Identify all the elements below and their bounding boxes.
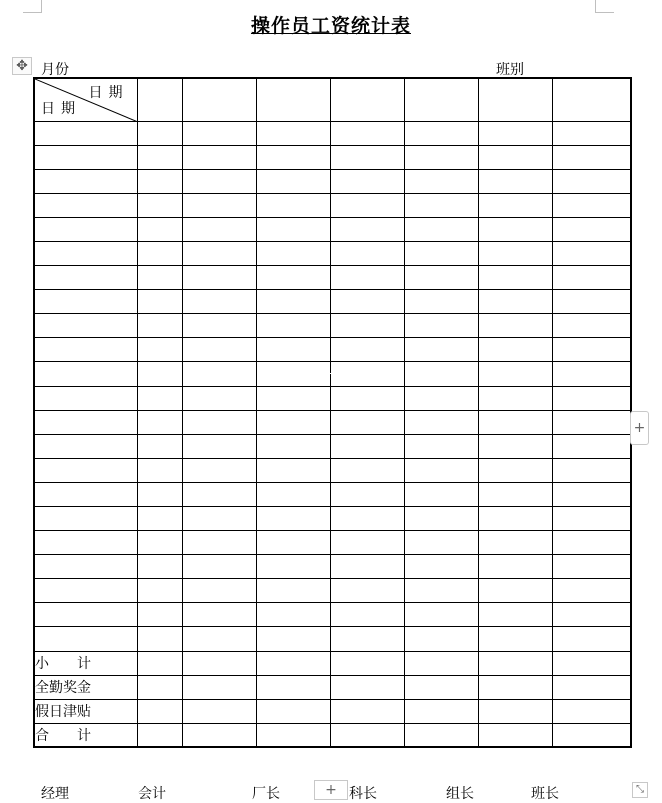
table-cell[interactable] <box>256 386 330 410</box>
table-cell[interactable] <box>552 410 631 434</box>
row-label-cell[interactable]: 全勤奖金 <box>34 675 137 699</box>
table-cell[interactable] <box>256 434 330 458</box>
table-row <box>34 217 631 241</box>
table-cell[interactable] <box>137 699 182 723</box>
table-cell[interactable] <box>34 555 137 579</box>
table-row <box>34 290 631 314</box>
table-cell[interactable] <box>34 386 137 410</box>
table-row <box>34 314 631 338</box>
table-cell[interactable] <box>330 458 404 482</box>
table-cell[interactable] <box>256 266 330 290</box>
table-cell[interactable] <box>404 482 478 506</box>
table-cell[interactable] <box>34 241 137 265</box>
table-cell[interactable] <box>404 627 478 651</box>
table-cell[interactable] <box>256 627 330 651</box>
table-row <box>34 410 631 434</box>
table-cell[interactable] <box>478 362 552 386</box>
table-row <box>34 241 631 265</box>
table-cell[interactable] <box>330 169 404 193</box>
table-cell[interactable] <box>182 627 256 651</box>
table-cell[interactable] <box>256 458 330 482</box>
table-cell[interactable] <box>552 78 631 121</box>
table-cell[interactable] <box>404 169 478 193</box>
table-cell[interactable] <box>137 579 182 603</box>
table-cell[interactable] <box>182 314 256 338</box>
table-cell[interactable] <box>478 169 552 193</box>
table-cell[interactable] <box>256 217 330 241</box>
table-cell[interactable] <box>34 338 137 362</box>
row-label-cell[interactable]: 小 计 <box>34 651 137 675</box>
table-cell[interactable] <box>34 458 137 482</box>
table-cell[interactable] <box>404 555 478 579</box>
table-cell[interactable] <box>34 482 137 506</box>
table-cell[interactable] <box>182 217 256 241</box>
table-cell[interactable] <box>478 338 552 362</box>
table-cell[interactable] <box>256 651 330 675</box>
table-cell[interactable] <box>137 314 182 338</box>
table-cell[interactable] <box>34 579 137 603</box>
table-cell[interactable] <box>137 482 182 506</box>
table-cell[interactable] <box>404 531 478 555</box>
table-row <box>34 193 631 217</box>
table-cell[interactable] <box>256 555 330 579</box>
table-cell[interactable] <box>552 386 631 410</box>
table-cell[interactable] <box>478 434 552 458</box>
table-cell[interactable] <box>552 169 631 193</box>
table-cell[interactable] <box>182 290 256 314</box>
signature-accountant: 会计 <box>138 786 166 802</box>
table-cell[interactable] <box>34 169 137 193</box>
move-icon: ✥ <box>16 58 28 74</box>
table-cell[interactable] <box>404 603 478 627</box>
table-cell[interactable] <box>34 531 137 555</box>
table-cell[interactable] <box>404 290 478 314</box>
table-cell[interactable] <box>256 675 330 699</box>
table-cell[interactable] <box>137 217 182 241</box>
table-cell[interactable] <box>182 362 256 386</box>
table-cell[interactable] <box>404 723 478 747</box>
table-cell[interactable] <box>552 482 631 506</box>
table-cell[interactable] <box>330 314 404 338</box>
table-cell[interactable] <box>404 78 478 121</box>
summary-row <box>34 699 631 723</box>
table-cell[interactable] <box>137 555 182 579</box>
shift-label: 班别 <box>496 62 524 78</box>
table-cell[interactable] <box>256 290 330 314</box>
table-cell[interactable] <box>256 579 330 603</box>
table-cell[interactable] <box>256 482 330 506</box>
table-cell[interactable] <box>137 410 182 434</box>
table-cell[interactable] <box>552 193 631 217</box>
table-cell[interactable] <box>137 290 182 314</box>
table-cell[interactable] <box>182 579 256 603</box>
table-cell[interactable] <box>137 531 182 555</box>
table-cell[interactable] <box>330 699 404 723</box>
table-cell[interactable] <box>552 651 631 675</box>
table-cell[interactable] <box>34 507 137 531</box>
table-cell[interactable] <box>137 434 182 458</box>
table-cell[interactable] <box>552 434 631 458</box>
table-cell[interactable] <box>182 603 256 627</box>
add-column-button[interactable] <box>630 411 649 445</box>
table-cell[interactable] <box>478 290 552 314</box>
table-cell[interactable] <box>404 507 478 531</box>
table-cell[interactable] <box>182 482 256 506</box>
table-cell[interactable] <box>478 699 552 723</box>
table-cell[interactable] <box>182 531 256 555</box>
resize-icon: ⤡ <box>636 784 644 795</box>
table-cell[interactable] <box>404 314 478 338</box>
table-cell[interactable] <box>34 362 137 386</box>
table-cell[interactable] <box>330 651 404 675</box>
table-cell[interactable] <box>256 723 330 747</box>
table-cell[interactable] <box>256 78 330 121</box>
table-cell[interactable] <box>137 193 182 217</box>
table-cell[interactable] <box>330 603 404 627</box>
table-cell[interactable] <box>478 266 552 290</box>
table-header-row <box>34 78 631 121</box>
table-cell[interactable] <box>182 121 256 145</box>
table-cell[interactable] <box>552 217 631 241</box>
table-cell[interactable] <box>256 338 330 362</box>
table-cell[interactable] <box>182 338 256 362</box>
table-cell[interactable] <box>404 458 478 482</box>
table-cell[interactable] <box>404 121 478 145</box>
table-cell[interactable] <box>330 627 404 651</box>
table-row <box>34 145 631 169</box>
table-cell[interactable] <box>552 362 631 386</box>
table-row <box>34 458 631 482</box>
table-cell[interactable] <box>478 723 552 747</box>
signature-factory-director: 厂长 <box>252 786 280 802</box>
table-cell[interactable] <box>256 121 330 145</box>
table-cell[interactable] <box>256 145 330 169</box>
table-cell[interactable] <box>182 145 256 169</box>
table-cell[interactable] <box>552 531 631 555</box>
table-cell[interactable] <box>404 193 478 217</box>
table-cell[interactable] <box>137 169 182 193</box>
signature-manager: 经理 <box>41 786 69 802</box>
table-row <box>34 386 631 410</box>
table-cell[interactable] <box>478 531 552 555</box>
table-row <box>34 482 631 506</box>
table-cell[interactable] <box>137 651 182 675</box>
table-cell[interactable] <box>404 675 478 699</box>
table-cell[interactable] <box>478 651 552 675</box>
table-cell[interactable] <box>182 699 256 723</box>
table-cell[interactable] <box>137 458 182 482</box>
table-cell[interactable] <box>137 362 182 386</box>
table-cell[interactable] <box>34 193 137 217</box>
table-cell[interactable] <box>404 145 478 169</box>
table-row <box>34 121 631 145</box>
table-cell[interactable] <box>137 145 182 169</box>
table-cell[interactable] <box>182 458 256 482</box>
table-cell[interactable] <box>404 266 478 290</box>
table-cell[interactable] <box>552 145 631 169</box>
table-cell[interactable] <box>137 507 182 531</box>
table-row <box>34 603 631 627</box>
table-cell[interactable] <box>256 193 330 217</box>
table-cell[interactable] <box>478 675 552 699</box>
table-cell[interactable] <box>478 603 552 627</box>
salary-table <box>33 77 632 748</box>
table-cell[interactable] <box>404 410 478 434</box>
table-cell[interactable] <box>552 603 631 627</box>
month-label: 月份 <box>41 62 69 78</box>
table-cell[interactable] <box>478 579 552 603</box>
plus-icon: + <box>325 782 337 798</box>
table-cell[interactable] <box>182 410 256 434</box>
table-cell[interactable] <box>182 386 256 410</box>
table-cell[interactable] <box>552 627 631 651</box>
table-cell[interactable] <box>478 410 552 434</box>
add-row-button[interactable] <box>314 780 348 800</box>
table-cell[interactable] <box>404 217 478 241</box>
table-cell[interactable] <box>34 410 137 434</box>
table-cell[interactable] <box>552 675 631 699</box>
table-cell[interactable] <box>478 627 552 651</box>
signature-group-leader: 组长 <box>446 786 474 802</box>
table-cell[interactable] <box>552 266 631 290</box>
table-cell[interactable] <box>478 458 552 482</box>
table-cell[interactable] <box>330 675 404 699</box>
table-cell[interactable] <box>404 362 478 386</box>
table-row <box>34 434 631 458</box>
table-cell[interactable] <box>330 555 404 579</box>
table-cell[interactable] <box>404 699 478 723</box>
table-cell[interactable] <box>478 386 552 410</box>
table-cell[interactable] <box>256 531 330 555</box>
table-cell[interactable] <box>478 241 552 265</box>
table-cell[interactable] <box>404 651 478 675</box>
diagonal-top-label: 日期 <box>88 85 129 101</box>
table-cell[interactable] <box>330 507 404 531</box>
table-cell[interactable] <box>256 507 330 531</box>
table-cell[interactable] <box>552 579 631 603</box>
table-cell[interactable] <box>256 699 330 723</box>
summary-row <box>34 675 631 699</box>
table-cell[interactable] <box>552 121 631 145</box>
table-cell[interactable] <box>182 78 256 121</box>
table-row <box>34 338 631 362</box>
plus-icon: + <box>633 420 646 436</box>
table-cell[interactable] <box>330 241 404 265</box>
table-cell[interactable] <box>552 723 631 747</box>
table-cell[interactable] <box>137 723 182 747</box>
table-cell[interactable] <box>182 555 256 579</box>
table-cell[interactable] <box>552 458 631 482</box>
table-cell[interactable] <box>330 266 404 290</box>
table-cell[interactable] <box>330 531 404 555</box>
table-cell[interactable] <box>552 314 631 338</box>
table-cell[interactable] <box>34 145 137 169</box>
table-cell[interactable] <box>137 627 182 651</box>
table-cell[interactable] <box>330 121 404 145</box>
table-row <box>34 579 631 603</box>
table-cell[interactable] <box>330 723 404 747</box>
table-cell[interactable] <box>404 579 478 603</box>
table-row <box>34 266 631 290</box>
table-cell[interactable] <box>478 145 552 169</box>
dashed-guide <box>262 373 402 374</box>
table-cell[interactable] <box>330 434 404 458</box>
table-cell[interactable] <box>34 434 137 458</box>
diagonal-bottom-label: 日期 <box>41 100 81 117</box>
table-cell[interactable] <box>137 386 182 410</box>
table-cell[interactable] <box>137 338 182 362</box>
table-cell[interactable] <box>256 603 330 627</box>
table-cell[interactable] <box>34 627 137 651</box>
table-cell[interactable] <box>182 434 256 458</box>
table-cell[interactable] <box>330 78 404 121</box>
table-cell[interactable] <box>182 675 256 699</box>
summary-row <box>34 651 631 675</box>
table-cell[interactable] <box>552 241 631 265</box>
table-row <box>34 555 631 579</box>
table-cell[interactable] <box>478 482 552 506</box>
table-cell[interactable] <box>182 723 256 747</box>
table-cell[interactable] <box>552 507 631 531</box>
table-cell[interactable] <box>478 555 552 579</box>
table-move-handle[interactable] <box>12 57 32 75</box>
table-cell[interactable] <box>137 675 182 699</box>
table-cell[interactable] <box>256 314 330 338</box>
table-cell[interactable] <box>182 193 256 217</box>
table-cell[interactable] <box>182 507 256 531</box>
table-cell[interactable] <box>478 217 552 241</box>
table-cell[interactable] <box>404 338 478 362</box>
table-cell[interactable] <box>404 241 478 265</box>
table-row <box>34 531 631 555</box>
table-cell[interactable] <box>552 290 631 314</box>
table-cell[interactable] <box>256 241 330 265</box>
table-cell[interactable] <box>478 193 552 217</box>
table-cell[interactable] <box>330 482 404 506</box>
table-cell[interactable] <box>478 78 552 121</box>
table-cell[interactable] <box>137 121 182 145</box>
table-cell[interactable] <box>34 121 137 145</box>
table-cell[interactable] <box>552 555 631 579</box>
table-cell[interactable] <box>137 266 182 290</box>
table-cell[interactable] <box>330 410 404 434</box>
signature-shift-leader: 班长 <box>531 786 559 802</box>
diagonal-header-cell[interactable] <box>34 78 137 121</box>
table-cell[interactable] <box>478 121 552 145</box>
table-cell[interactable] <box>182 651 256 675</box>
summary-row <box>34 723 631 747</box>
table-cell[interactable] <box>34 217 137 241</box>
table-cell[interactable] <box>182 266 256 290</box>
row-label-cell[interactable]: 假日津贴 <box>34 699 137 723</box>
table-cell[interactable] <box>34 603 137 627</box>
table-cell[interactable] <box>137 78 182 121</box>
table-cell[interactable] <box>330 338 404 362</box>
row-label-cell[interactable]: 合 计 <box>34 723 137 747</box>
table-cell[interactable] <box>478 507 552 531</box>
table-resize-handle[interactable] <box>632 782 648 798</box>
table-cell[interactable] <box>330 193 404 217</box>
table-cell[interactable] <box>330 217 404 241</box>
table-cell[interactable] <box>552 338 631 362</box>
table-cell[interactable] <box>478 314 552 338</box>
document-title: 操作员工资统计表 <box>250 15 411 37</box>
table-cell[interactable] <box>330 145 404 169</box>
table-cell[interactable] <box>330 386 404 410</box>
table-cell[interactable] <box>34 266 137 290</box>
table-row <box>34 627 631 651</box>
table-cell[interactable] <box>552 699 631 723</box>
table-cell[interactable] <box>182 241 256 265</box>
signature-section-chief: 科长 <box>349 786 377 802</box>
table-cell[interactable] <box>404 434 478 458</box>
table-cell[interactable] <box>404 386 478 410</box>
table-cell[interactable] <box>34 290 137 314</box>
table-cell[interactable] <box>330 290 404 314</box>
table-cell[interactable] <box>137 603 182 627</box>
table-cell[interactable] <box>256 169 330 193</box>
table-cell[interactable] <box>34 314 137 338</box>
table-cell[interactable] <box>137 241 182 265</box>
table-row <box>34 169 631 193</box>
table-row <box>34 507 631 531</box>
table-cell[interactable] <box>256 410 330 434</box>
table-cell[interactable] <box>330 579 404 603</box>
table-cell[interactable] <box>182 169 256 193</box>
